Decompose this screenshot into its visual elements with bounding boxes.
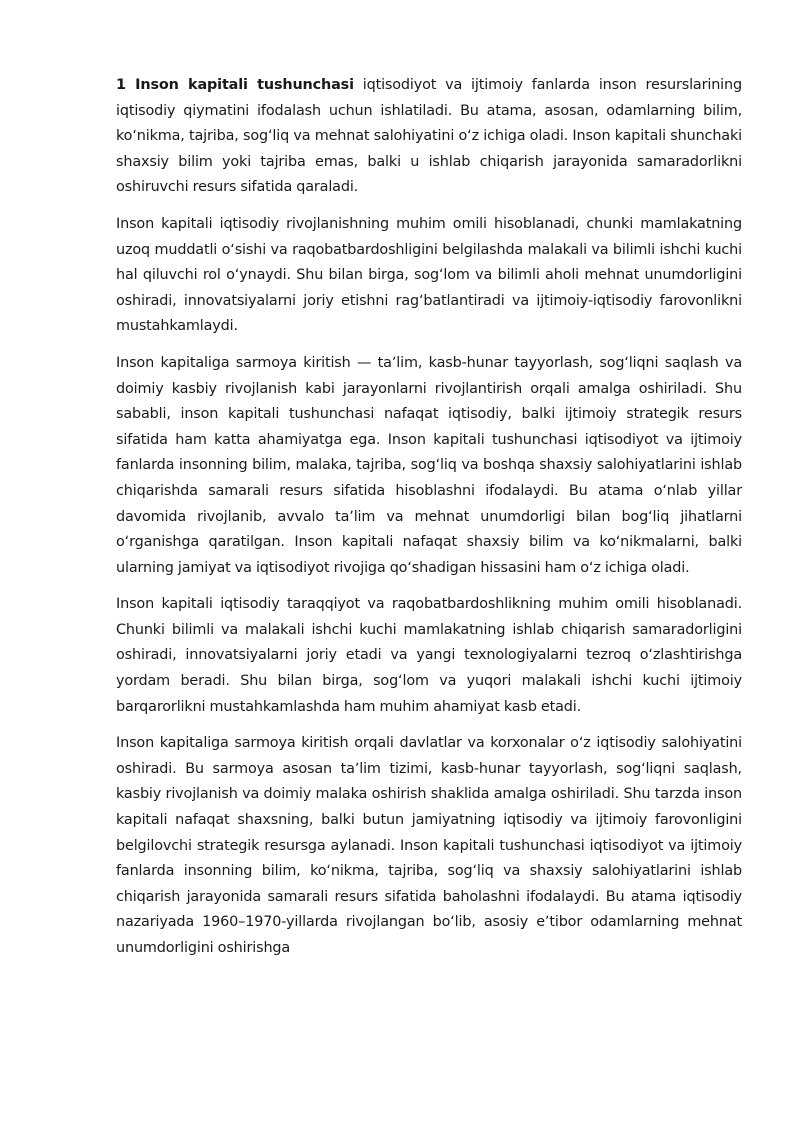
paragraph-1-text: iqtisodiyot va ijtimoiy fanlarda inson resurslarining iqtisodiy qiymatini ifodalash uchun ishlatiladi. Bu atama, asosan, odamlarning bilim, koʻnikma, tajriba, sogʻliq va mehnat salohiyatini oʻz ichiga oladi. Inson kapitali shunchaki shaxsiy bilim yoki tajriba emas, balki u ishlab chiqarish jarayonida samaradorlikni oshiruvchi resurs sifatida qaraladi. — [116, 77, 742, 196]
paragraph-1 — [116, 73, 742, 201]
paragraph-3: Inson kapitaliga sarmoya kiritish — taʼlim, kasb-hunar tayyorlash, sogʻliqni saqlash va doimiy kasbiy rivojlanish kabi jarayonlarni rivojlantirish orqali amalga oshiriladi. Shu sababli, inson kapitali tushunchasi nafaqat iqtisodiy, balki ijtimoiy strategik resurs sifatida ham katta ahamiyatga ega. Inson kapitali tushunchasi iqtisodiyot va ijtimoiy fanlarda insonning bilim, malaka, tajriba, sogʻliq va boshqa shaxsiy salohiyatlarini ishlab chiqarishda samarali resurs sifatida hisoblashni ifodalaydi. Bu atama oʻnlab yillar davomida rivojlanib, avvalo taʼlim va mehnat unumdorligi bilan bogʻliq jihatlarni oʻrganishga qaratilgan. Inson kapitali nafaqat shaxsiy bilim va koʻnikmalarni, balki ularning jamiyat va iqtisodiyot rivojiga qoʻshadigan hissasini ham oʻz ichiga oladi. — [116, 354, 742, 576]
paragraph-2: Inson kapitali iqtisodiy rivojlanishning muhim omili hisoblanadi, chunki mamlakatning uzoq muddatli oʻsishi va raqobatbardoshligini belgilashda malakali va bilimli ishchi kuchi hal qiluvchi rol oʻynaydi. Shu bilan birga, sogʻlom va bilimli aholi mehnat unumdorligini oshiradi, innovatsiyalarni joriy etishni ragʻbatlantiradi va ijtimoiy-iqtisodiy farovonlikni mustahkamlaydi. — [116, 215, 742, 335]
paragraph-5: Inson kapitaliga sarmoya kiritish orqali davlatlar va korxonalar oʻz iqtisodiy salohiyatini oshiradi. Bu sarmoya asosan taʼlim tizimi, kasb-hunar tayyorlash, sogʻliqni saqlash, kasbiy rivojlanish va doimiy malaka oshirish shaklida amalga oshiriladi. Shu tarzda inson kapitali nafaqat shaxsning, balki butun jamiyatning iqtisodiy va ijtimoiy farovonligini belgilovchi strategik resursga aylanadi. Inson kapitali tushunchasi iqtisodiyot va ijtimoiy fanlarda insonning bilim, koʻnikma, tajriba, sogʻliq va shaxsiy salohiyatlarini ishlab chiqarish jarayonida samarali resurs sifatida baholashni ifodalaydi. Bu atama iqtisodiy nazariyada 1960–1970-yillarda rivojlangan boʻlib, asosiy eʼtibor odamlarning mehnat unumdorligini oshirishga — [116, 735, 742, 956]
document-page — [116, 73, 742, 973]
section-heading: 1 Inson kapitali tushunchasi — [116, 77, 354, 93]
paragraph-4: Inson kapitali iqtisodiy taraqqiyot va raqobatbardoshlikning muhim omili hisoblanadi. Chunki bilimli va malakali ishchi kuchi mamlakatning ishlab chiqarish samaradorligini oshiradi, innovatsiyalarni joriy etadi va yangi texnologiyalarni tezroq oʻzlashtirishga yordam beradi. Shu bilan birga, sogʻlom va yuqori malakali ishchi kuchi ijtimoiy barqarorlikni mustahkamlashda ham muhim ahamiyat kasb etadi. — [116, 596, 742, 715]
